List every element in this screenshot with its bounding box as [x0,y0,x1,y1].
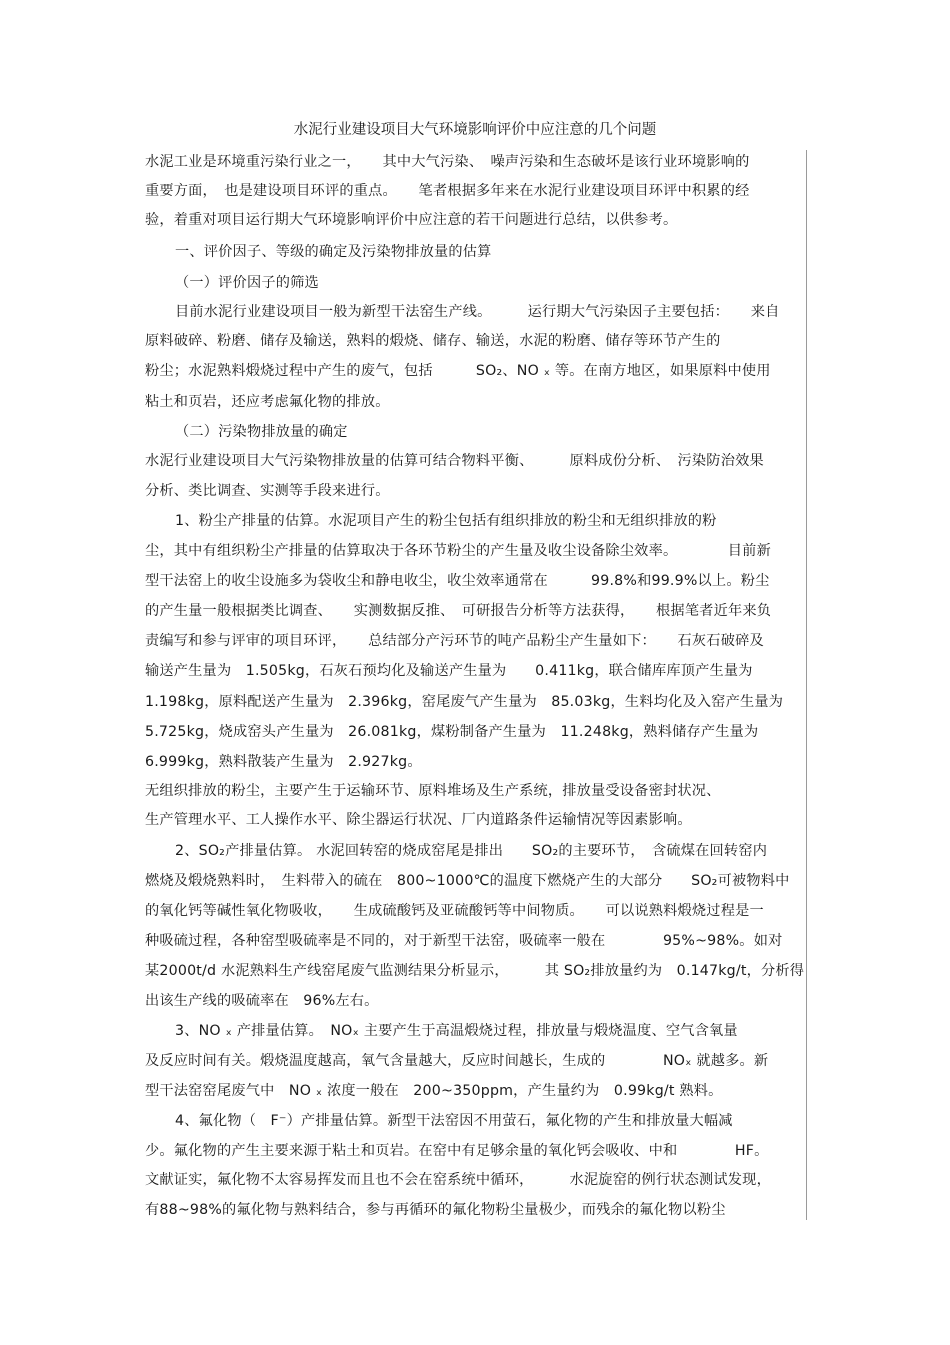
paragraph-line: 少。氟化物的产生主要来源于粘土和页岩。在窑中有足够余量的氧化钙会吸收、中和 HF。 [145,1143,769,1159]
paragraph-line: 粉尘；水泥熟料煅烧过程中产生的废气，包括 SO₂、NO ₓ 等。在南方地区，如果原料中使用 [145,363,771,379]
paragraph-line: 6.999kg，熟料散装产生量为 2.927kg。 [145,754,422,770]
paragraph-line: 3、NO ₓ 产排量估算。 NOₓ 主要产生于高温煅烧过程，排放量与煅烧温度、空气含氧量 [175,1023,738,1039]
page-border-line [806,150,807,1220]
subsection-heading: （二）污染物排放量的确定 [175,424,348,440]
paragraph-line: 5.725kg，烧成窑头产生量为 26.081kg，煤粉制备产生量为 11.248kg，熟料储存产生量为 [145,724,759,740]
paragraph-line: 重要方面， 也是建设项目环评的重点。 笔者根据多年来在水泥行业建设项目环评中积累的经 [145,183,750,199]
paragraph-line: 型干法窑上的收尘设施多为袋收尘和静电收尘，收尘效率通常在 99.8%和99.9%以上。粉尘 [145,573,770,589]
paragraph-line: 粘土和页岩，还应考虑氟化物的排放。 [145,394,390,410]
paragraph-line: 分析、类比调查、实测等手段来进行。 [145,483,390,499]
paragraph-line: 输送产生量为 1.505kg，石灰石预均化及输送产生量为 0.411kg，联合储库库顶产生量为 [145,663,753,679]
paragraph-line: 验，着重对项目运行期大气环境影响评价中应注意的若干问题进行总结，以供参考。 [145,212,678,228]
paragraph-line: 水泥工业是环境重污染行业之一， 其中大气污染、 噪声污染和生态破坏是该行业环境影响的 [145,154,750,170]
paragraph-line: 的产生量一般根据类比调查、 实测数据反推、 可研报告分析等方法获得， 根据笔者近年来负 [145,603,772,619]
paragraph-line: 1.198kg，原料配送产生量为 2.396kg，窑尾废气产生量为 85.03kg，生料均化及入窑产生量为 [145,694,784,710]
paragraph-line: 及反应时间有关。煅烧温度越高，氧气含量越大，反应时间越长，生成的 NOₓ 就越多。新 [145,1053,769,1069]
paragraph-line: 型干法窑窑尾废气中 NO ₓ 浓度一般在 200~350ppm，产生量约为 0.99kg/t 熟料。 [145,1083,723,1099]
paragraph-line: 尘，其中有组织粉尘产排量的估算取决于各环节粉尘的产生量及收尘设备除尘效率。 目前新 [145,543,771,559]
paragraph-line: 生产管理水平、工人操作水平、除尘器运行状况、厂内道路条件运输情况等因素影响。 [145,812,692,828]
paragraph-line: 无组织排放的粉尘，主要产生于运输环节、原料堆场及生产系统，排放量受设备密封状况、 [145,783,721,799]
paragraph-line: 文献证实，氟化物不太容易挥发而且也不会在窑系统中循环， 水泥旋窑的例行状态测试发现， [145,1172,771,1188]
paragraph-line: 某2000t/d 水泥熟料生产线窑尾废气监测结果分析显示， 其 SO₂排放量约为 0.147kg/t，分析得 [145,963,805,979]
subsection-heading: （一）评价因子的筛选 [175,275,319,291]
paragraph-line: 的氧化钙等碱性氧化物吸收， 生成硫酸钙及亚硫酸钙等中间物质。 可以说熟料煅烧过程是一 [145,903,764,919]
paragraph-line: 有88~98%的氟化物与熟料结合，参与再循环的氟化物粉尘量极少，而残余的氟化物以粉尘 [145,1202,726,1218]
paragraph-line: 水泥行业建设项目大气污染物排放量的估算可结合物料平衡、 原料成份分析、 污染防治效果 [145,453,764,469]
paragraph-line: 4、氟化物（ F⁻）产排量估算。新型干法窑因不用萤石，氟化物的产生和排放量大幅减 [175,1113,733,1129]
document-title: 水泥行业建设项目大气环境影响评价中应注意的几个问题 [293,122,657,138]
paragraph-line: 责编写和参与评审的项目环评， 总结部分产污环节的吨产品粉尘产生量如下： 石灰石破碎及 [145,633,764,649]
section-heading: 一、评价因子、等级的确定及污染物排放量的估算 [175,244,492,260]
paragraph-line: 种吸硫过程，各种窑型吸硫率是不同的，对于新型干法窑，吸硫率一般在 95%~98%。如对 [145,933,783,949]
paragraph-line: 原料破碎、粉磨、储存及输送，熟料的煅烧、储存、输送，水泥的粉磨、储存等环节产生的 [145,333,721,349]
paragraph-line: 1、粉尘产排量的估算。水泥项目产生的粉尘包括有组织排放的粉尘和无组织排放的粉 [175,513,717,529]
paragraph-line: 目前水泥行业建设项目一般为新型干法窑生产线。 运行期大气污染因子主要包括： 来自 [175,304,780,320]
paragraph-line: 燃烧及煅烧熟料时， 生料带入的硫在 800~1000℃的温度下燃烧产生的大部分 SO₂可被物料中 [145,873,790,889]
paragraph-line: 出该生产线的吸硫率在 96%左右。 [145,993,379,1009]
paragraph-line: 2、SO₂产排量估算。 水泥回转窑的烧成窑尾是排出 SO₂的主要环节， 含硫煤在回转窑内 [175,843,768,859]
